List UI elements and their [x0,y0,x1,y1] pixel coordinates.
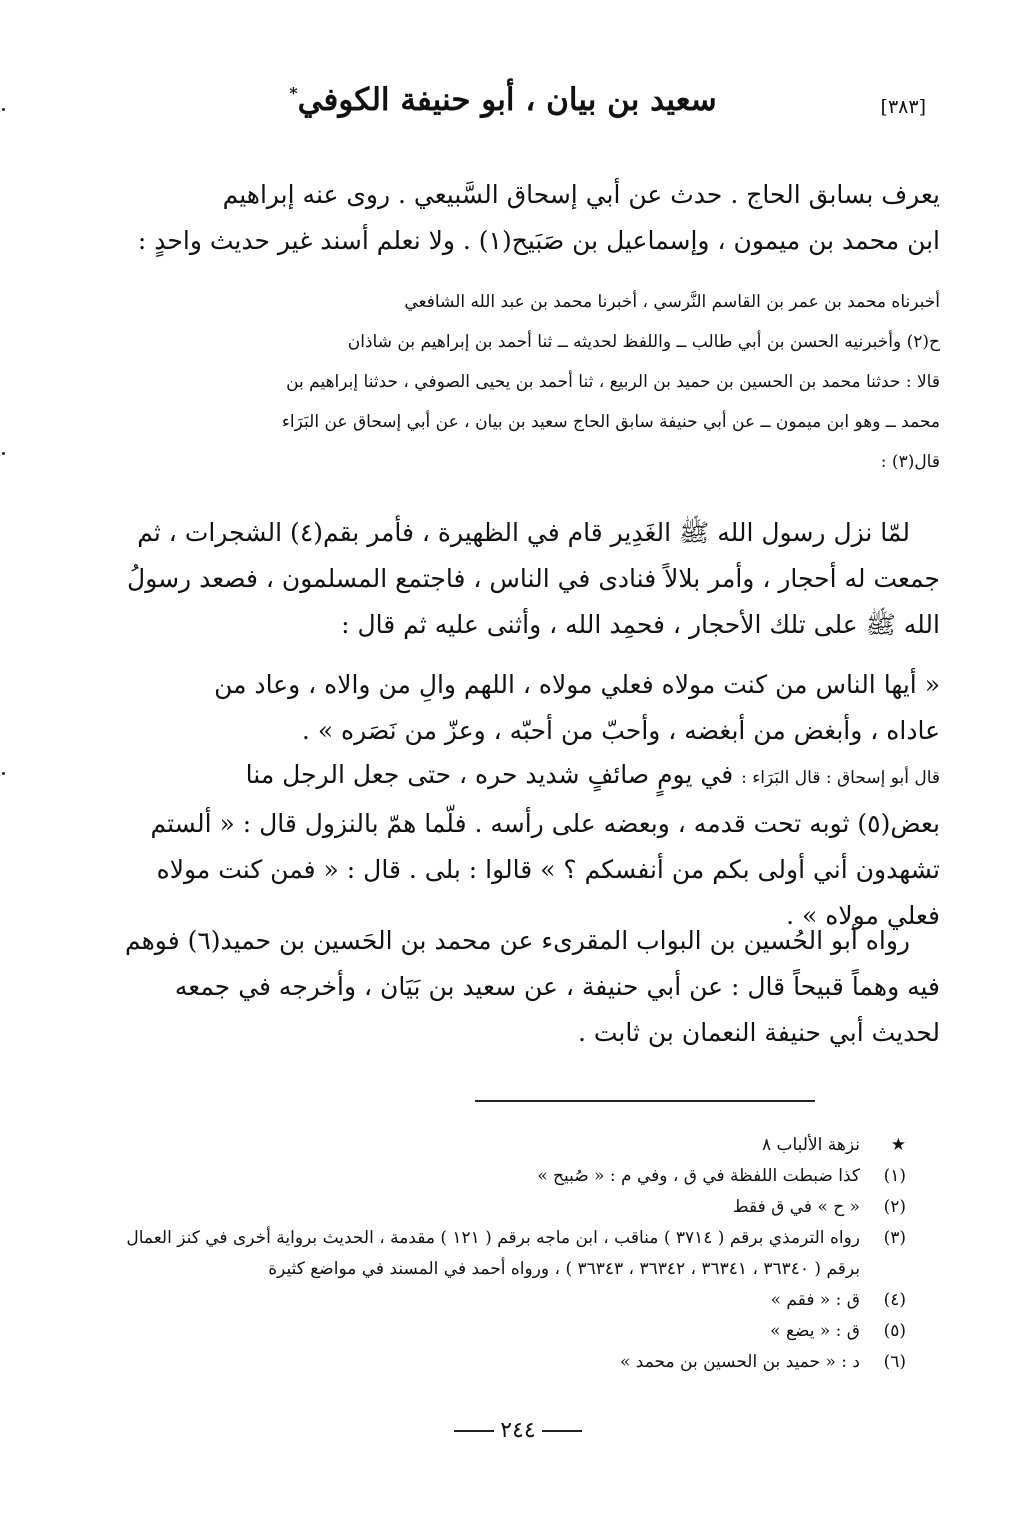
footnote-text: نزهة الألباب ٨ [761,1135,860,1155]
isnad-line: ح(٢) وأخبرنيه الحسن بن أبي طالب ــ واللفظ لحديثه ــ ثنا أحمد بن إبراهيم بن شاذان [347,332,940,352]
entry-title-mark: * [289,83,298,103]
footnote-item [110,1161,906,1192]
footnote-item [110,1254,906,1285]
footnote-text: ق : « فقم » [770,1290,860,1310]
footnote-mark: (٢) [883,1197,906,1217]
footnote-mark: ★ [890,1135,906,1155]
page-number-dash [542,1430,582,1432]
intro-line: يعرف بسابق الحاج . حدث عن أبي إسحاق السَّبيعي . روى عنه إبراهيم [222,180,940,209]
footnote-mark: (١) [883,1166,906,1186]
intro-line: ابن محمد بن ميمون ، وإسماعيل بن صَبَيح(١) . ولا نعلم أسند غير حديث واحدٍ : [137,226,940,255]
page-number [0,1418,1036,1443]
intro-paragraph [96,172,940,264]
footnote-mark: (٦) [883,1352,906,1372]
footnote-item [110,1285,906,1316]
continuation-line: تشهدون أني أولى بكم من أنفسكم ؟ » قالوا : بلى . قال : « فمن كنت مولاه [156,855,940,884]
footnotes [110,1130,906,1378]
footnote-item [110,1223,906,1254]
isnad-line: قالا : حدثنا محمد بن الحسين بن حميد بن الربيع ، ثنا أحمد بن يحيى الصوفي ، حدثنا إبراهيم بن [286,372,940,392]
isnad-paragraph [96,282,940,482]
footnote-text: رواه الترمذي برقم ( ٣٧١٤ ) مناقب ، ابن ماجه برقم ( ١٢١ ) مقدمة ، الحديث برواية أخرى في كنز العمال [126,1228,860,1248]
continuation-line [96,752,940,801]
page-number-dash [454,1430,494,1432]
footnote-mark: (٣) [883,1228,906,1248]
page-number-text: ٢٤٤ [500,1418,536,1443]
isnad-line: قال(٣) : [880,452,940,472]
footnote-mark: (٥) [883,1321,906,1341]
isnad-line: أخبرناه محمد بن عمر بن القاسم النَّرسي ، أخبرنا محمد بن عبد الله الشافعي [404,292,940,312]
continuation-line: بعض(٥) ثوبه تحت قدمه ، وبعضه على رأسه . فلّما همّ بالنزول قال : « ألستم [150,809,940,838]
closing-line: رواه أبو الحُسين بن البواب المقرىء عن محمد بن الحَسين بن حميد(٦) فوهم [124,926,910,955]
continuation-paragraph [96,752,940,939]
footnote-text: د : « حميد بن الحسين بن محمد » [619,1352,860,1372]
footnote-text: « ح » في ق فقط [732,1197,860,1217]
closing-line: لحديث أبي حنيفة النعمان بن ثابت . [577,1018,940,1047]
entry-number: [٣٨٣] [880,96,926,118]
continuation-line: فعلي مولاه » . [786,901,940,930]
footnote-mark: (٤) [883,1290,906,1310]
scan-mark [2,772,5,775]
hadith-paragraph [96,662,940,754]
narration-line: جمعت له أحجار ، وأمر بلالاً فنادى في الناس ، فاجتمع المسلمون ، فصعد رسولُ [127,564,940,593]
footnote-text: ق : « يضع » [770,1321,860,1341]
footnote-text: برقم ( ٣٦٣٤٠ ، ٣٦٣٤١ ، ٣٦٣٤٢ ، ٣٦٣٤٣ ) ، ورواه أحمد في المسند في مواضع كثيرة [268,1259,860,1279]
narration-line: الله ﷺ على تلك الأحجار ، فحمِد الله ، وأثنى عليه ثم قال : [341,610,940,639]
narration-line: لمّا نزل رسول الله ﷺ الغَدِير قام في الظهيرة ، فأمر بقم(٤) الشجرات ، ثم [137,518,910,547]
continuation-lead: قال أبو إسحاق : قال البَرَاء : [741,768,940,788]
hadith-line: « أيها الناس من كنت مولاه فعلي مولاه ، اللهم والِ من والاه ، وعاد من [214,670,940,699]
entry-title-text: سعيد بن بيان ، أبو حنيفة الكوفي [297,82,717,118]
entry-title [100,82,906,118]
footnote-item [110,1316,906,1347]
isnad-line: محمد ــ وهو ابن ميمون ــ عن أبي حنيفة سابق الحاج سعيد بن بيان ، عن أبي إسحاق عن البَرَاء [281,412,940,432]
footnote-item [110,1130,906,1161]
footnote-item [110,1347,906,1378]
footnote-divider [475,1100,815,1102]
scan-mark [2,108,5,111]
continuation-text: في يومٍ صائفٍ شديد حره ، حتى جعل الرجل منا [245,760,734,789]
footnote-mark [860,1254,906,1285]
narration-paragraph [96,510,940,648]
footnote-text: كذا ضبطت اللفظة في ق ، وفي م : « صُبيح » [537,1166,860,1186]
closing-paragraph [96,918,940,1056]
scan-mark [2,452,5,455]
hadith-line: عاداه ، وأبغض من أبغضه ، وأحبّ من أحبّه ، وعزّ من نَصَره » . [301,716,940,745]
page-header [100,82,926,132]
closing-line: فيه وهماً قبيحاً قال : عن أبي حنيفة ، عن سعيد بن بَيَان ، وأخرجه في جمعه [174,972,940,1001]
footnote-item [110,1192,906,1223]
